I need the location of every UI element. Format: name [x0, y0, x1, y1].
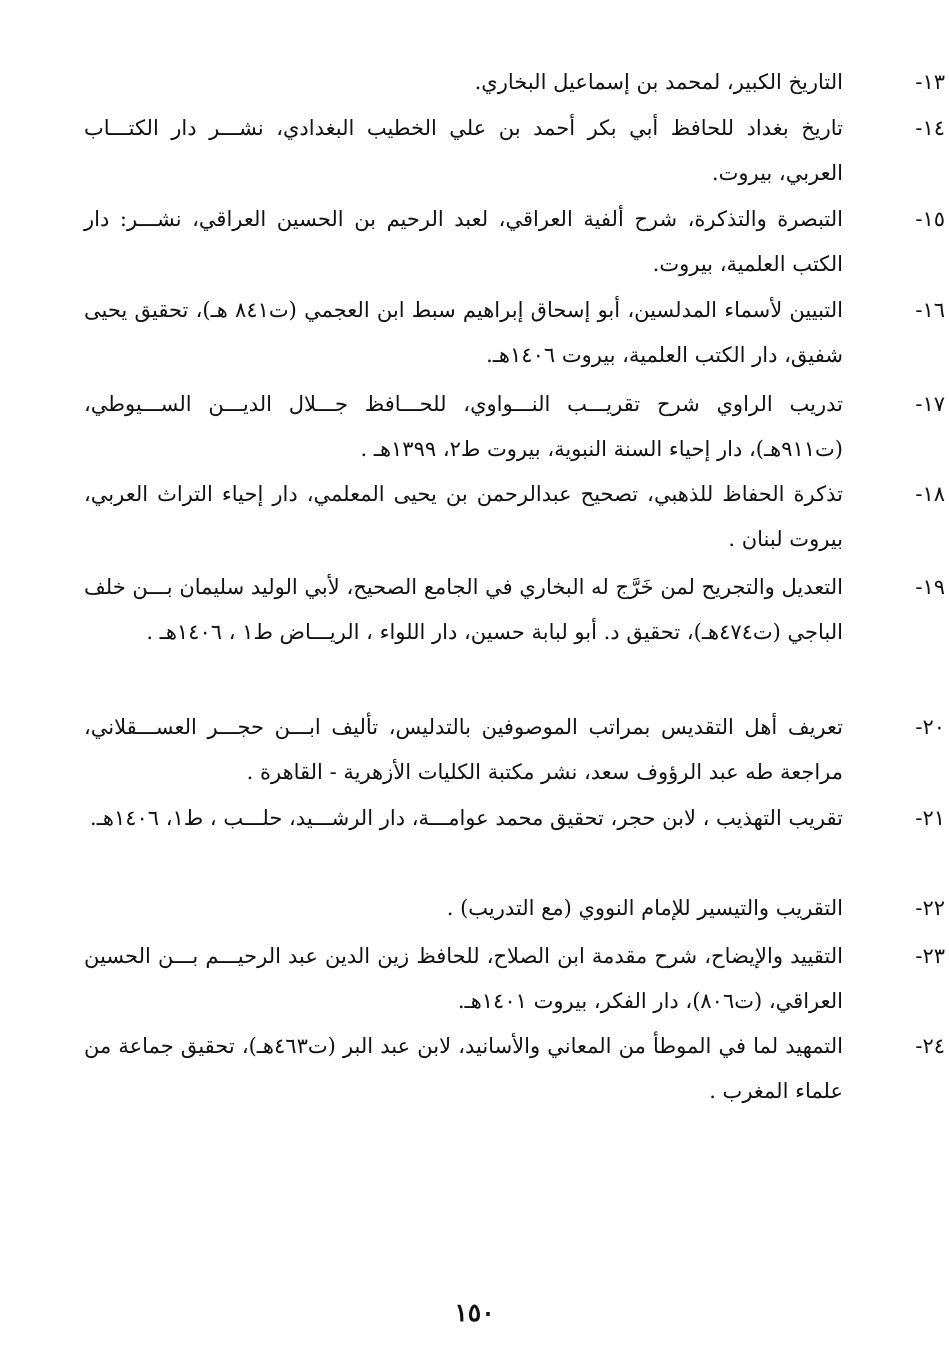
entry-text: تاريخ بغداد للحافظ أبي بكر أحمد بن علي الخطيب البغدادي، نشـــر دار الكتـــاب العربي، بيروت.: [84, 116, 843, 185]
bibliography-entry: [84, 796, 945, 841]
entry-text: التبيين لأسماء المدلسين، أبو إسحاق إبراهيم سبط ابن العجمي (ت٨٤١ هـ)، تحقيق يحيى شفيق، دار الكتب العلمية، بيروت ١٤٠٦هـ.: [84, 298, 843, 367]
entry-number: ١٨-: [915, 482, 945, 506]
bibliography-entry: [84, 705, 945, 795]
entry-text: التعديل والتجريح لمن خَرَّج له البخاري في الجامع الصحيح، لأبي الوليد سليمان بـــن خلف الباجي (ت٤٧٤هـ)، تحقيق د. أبو لبابة حسين، دار اللواء ، الريـــاض ط١ ، ١٤٠٦هـ .: [84, 575, 843, 644]
entry-number: ٢٤-: [915, 1034, 945, 1058]
bibliography-entry: [84, 106, 945, 196]
entry-text: التمهيد لما في الموطأ من المعاني والأسانيد، لابن عبد البر (ت٤٦٣هـ)، تحقيق جماعة من علماء المغرب .: [84, 1034, 843, 1103]
entry-text: تذكرة الحفاظ للذهبي، تصحيح عبدالرحمن بن يحيى المعلمي، دار إحياء التراث العربي، بيروت لبنان .: [84, 482, 843, 551]
entry-number: ٢٢-: [915, 896, 945, 920]
bibliography-entry: [84, 565, 945, 655]
entry-text: التاريخ الكبير، لمحمد بن إسماعيل البخاري.: [474, 70, 843, 94]
entry-number: ١٧-: [915, 392, 945, 416]
page-number: ١٥٠: [454, 1298, 495, 1327]
entry-text: تدريب الراوي شرح تقريـــب النـــواوي، للحـــافظ جـــلال الديـــن الســـيوطي، (ت٩١١هـ)، دار إحياء السنة النبوية، بيروت ط٢، ١٣٩٩هـ .: [84, 392, 843, 461]
entry-number: ١٩-: [915, 575, 945, 599]
entry-number: ١٦-: [915, 298, 945, 322]
entry-number: ١٣-: [915, 70, 945, 94]
bibliography-entry: [84, 382, 945, 472]
entry-number: ١٥-: [915, 207, 945, 231]
entry-text: تقريب التهذيب ، لابن حجر، تحقيق محمد عوامـــة، دار الرشـــيد، حلـــب ، ط١، ١٤٠٦هـ.: [90, 806, 843, 830]
entry-number: ٢١-: [915, 806, 945, 830]
bibliography-entry: [84, 886, 945, 931]
entry-text: التبصرة والتذكرة، شرح ألفية العراقي، لعبد الرحيم بن الحسين العراقي، نشـــر: دار الكتب العلمية، بيروت.: [84, 207, 843, 276]
bibliography-entry: [84, 60, 945, 105]
bibliography-entry: [84, 934, 945, 1024]
entry-number: ١٤-: [915, 116, 945, 140]
bibliography-entry: [84, 288, 945, 378]
bibliography-entry: [84, 1024, 945, 1114]
entry-text: التقريب والتيسير للإمام النووي (مع التدريب) .: [446, 896, 843, 920]
entry-text: تعريف أهل التقديس بمراتب الموصوفين بالتدليس، تأليف ابـــن حجـــر العســـقلاني، مراجعة طه عبد الرؤوف سعد، نشر مكتبة الكليات الأزهرية - القاهرة .: [84, 715, 843, 784]
entry-text: التقييد والإيضاح، شرح مقدمة ابن الصلاح، للحافظ زين الدين عبد الرحيـــم بـــن الحسين العراقي، (ت٨٠٦)، دار الفكر، بيروت ١٤٠١هـ.: [84, 944, 843, 1013]
entry-number: ٢٠-: [915, 715, 945, 739]
entry-number: ٢٣-: [915, 944, 945, 968]
bibliography-entry: [84, 197, 945, 287]
bibliography-entry: [84, 472, 945, 562]
